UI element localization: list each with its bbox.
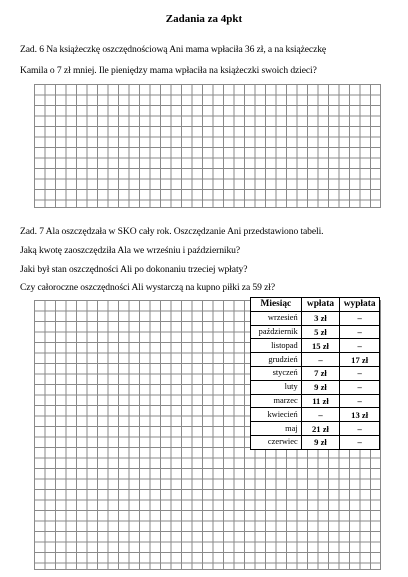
month-cell: luty (251, 380, 302, 394)
header-month: Miesiąc (251, 298, 302, 312)
deposit-cell: 9 zł (301, 435, 340, 449)
deposit-cell: 9 zł (301, 380, 340, 394)
deposit-cell: 7 zł (301, 366, 340, 380)
month-cell: październik (251, 325, 302, 339)
page-title: Zadania za 4pkt (165, 13, 243, 25)
table-row (251, 339, 380, 353)
deposit-cell: 21 zł (301, 422, 340, 436)
table-row (251, 394, 380, 408)
deposit-cell: 15 zł (301, 339, 340, 353)
header-deposit: wpłata (301, 298, 340, 312)
task6-line-2: Kamila o 7 zł mniej. Ile pieniędzy mama wpłaciła na książeczki swoich dzieci? (20, 65, 317, 76)
table-row (251, 422, 380, 436)
savings-table (250, 297, 380, 450)
task7-line-1: Zad. 7 Ala oszczędzała w SKO cały rok. Oszczędzanie Ani przedstawiono tabeli. (20, 226, 324, 237)
withdrawal-cell: – (340, 394, 380, 408)
deposit-cell: 11 zł (301, 394, 340, 408)
deposit-cell: 3 zł (301, 311, 340, 325)
task6-line-1: Zad. 6 Na książeczkę oszczędnościową Ani mama wpłaciła 36 zł, a na książeczkę (20, 44, 327, 55)
deposit-cell: – (301, 408, 340, 422)
month-cell: maj (251, 422, 302, 436)
table-header-row (251, 298, 380, 312)
withdrawal-cell: – (340, 422, 380, 436)
withdrawal-cell: – (340, 435, 380, 449)
table-row (251, 366, 380, 380)
table-row (251, 435, 380, 449)
month-cell: grudzień (251, 353, 302, 367)
month-cell: czerwiec (251, 435, 302, 449)
header-withdrawal: wypłata (340, 298, 380, 312)
month-cell: wrzesień (251, 311, 302, 325)
month-cell: listopad (251, 339, 302, 353)
month-cell: marzec (251, 394, 302, 408)
deposit-cell: 5 zł (301, 325, 340, 339)
task7-line-2: Jaką kwotę zaoszczędziła Ala we wrześniu i październiku? (20, 245, 241, 256)
task7-line-3: Jaki był stan oszczędności Ali po dokonaniu trzeciej wpłaty? (20, 264, 248, 275)
withdrawal-cell: – (340, 339, 380, 353)
month-cell: kwiecień (251, 408, 302, 422)
table-row (251, 353, 380, 367)
task7-line-4: Czy całoroczne oszczędności Ali wystarczą na kupno piłki za 59 zł? (20, 282, 275, 293)
withdrawal-cell: – (340, 325, 380, 339)
withdrawal-cell: 17 zł (340, 353, 380, 367)
table-row (251, 325, 380, 339)
withdrawal-cell: 13 zł (340, 408, 380, 422)
month-cell: styczeń (251, 366, 302, 380)
withdrawal-cell: – (340, 311, 380, 325)
deposit-cell: – (301, 353, 340, 367)
withdrawal-cell: – (340, 380, 380, 394)
table-row (251, 380, 380, 394)
table-row (251, 408, 380, 422)
answer-grid-task6[interactable] (34, 84, 381, 208)
table-row (251, 311, 380, 325)
withdrawal-cell: – (340, 366, 380, 380)
